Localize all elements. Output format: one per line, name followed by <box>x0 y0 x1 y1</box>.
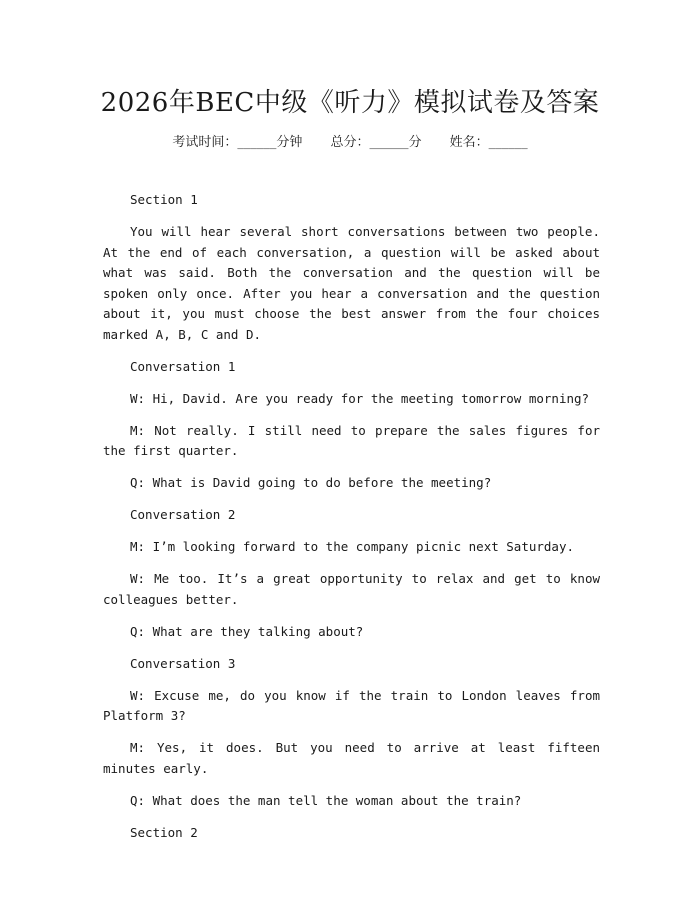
name-blank: ______ <box>488 135 528 150</box>
question-line: Q: What are they talking about? <box>130 623 364 639</box>
dialogue-line: W: Me too. It’s a great opportunity to relax and get to know colleagues better. <box>103 571 600 607</box>
section-instructions: You will hear several short conversations between two people. At the end of each conversation, a question will be asked about what was said. Both the conversation and the question will be spoken only once. After you hear a conversation and the question about it, you must choose the best answer from the four choices marked A, B, C and D. <box>103 224 600 342</box>
total-score-blank: ______ <box>369 135 409 150</box>
total-score-label: 总分： <box>330 135 370 150</box>
dialogue-line: M: I’m looking forward to the company picnic next Saturday. <box>130 539 575 554</box>
total-score-field <box>330 135 421 150</box>
dialogue-line: W: Excuse me, do you know if the train to London leaves from Platform 3? <box>103 687 600 723</box>
conversation-heading: Conversation 3 <box>130 655 236 671</box>
conversation-heading: Conversation 1 <box>130 358 236 374</box>
exam-time-unit: 分钟 <box>276 135 303 150</box>
dialogue-line: M: Not really. I still need to prepare the sales figures for the first quarter. <box>103 422 600 458</box>
question-line: Q: What does the man tell the woman about the train? <box>130 792 522 808</box>
name-field <box>450 135 528 150</box>
dialogue-line: M: Yes, it does. But you need to arrive at least fifteen minutes early. <box>103 740 600 776</box>
document-title: 2026年BEC中级《听力》模拟试卷及答案 <box>100 88 600 118</box>
section-heading: Section 1 <box>130 192 198 207</box>
exam-info-line <box>0 131 700 150</box>
document-body <box>103 190 600 855</box>
name-label: 姓名： <box>449 135 489 150</box>
total-score-unit: 分 <box>408 135 422 150</box>
dialogue-line: W: Hi, David. Are you ready for the meeting tomorrow morning? <box>130 390 590 406</box>
section-heading: Section 2 <box>130 824 198 840</box>
exam-time-blank: ______ <box>237 135 277 150</box>
exam-time-label: 考试时间： <box>172 135 238 150</box>
question-line: Q: What is David going to do before the meeting? <box>130 475 492 490</box>
exam-time-field <box>172 135 302 150</box>
conversation-heading: Conversation 2 <box>130 507 236 522</box>
